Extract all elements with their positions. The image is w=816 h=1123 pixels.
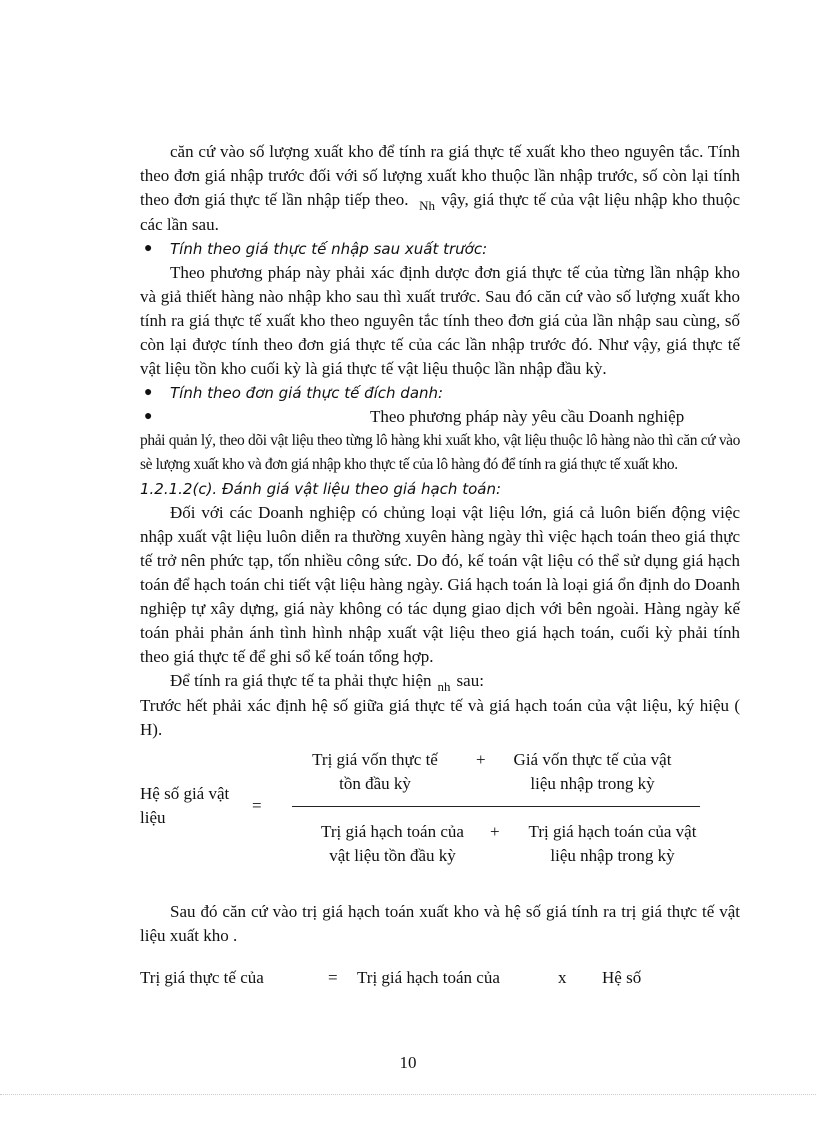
equals-sign: = [252,796,262,815]
times-sign: x [558,968,567,987]
paragraph-6: Trước hết phải xác định hệ số giữa giá thực tế và giá hạch toán của vật liệu, ký hiệu ( H). [140,696,740,739]
document-page [140,140,740,990]
fraction-bar [292,806,700,807]
formula2-right: Hệ số [602,968,642,987]
denominator-right: Trị giá hạch toán của vật liệu nhập trong kỳ [528,822,697,865]
plus-sign: + [476,750,486,769]
paragraph-4: Đối với các Doanh nghiệp có chủng loại vật liệu lớn, giá cả luôn biến động việc nhập xuất vật liệu luôn diễn ra thường xuyên hàng ngày thì việc hạch toán theo giá thực tế trở nên phức tạp, tốn nhiều công sức. Do đó, kế toán vật liệu có thể sử dụng giá hạch toán để hạch toán chi tiết vật liệu hàng ngày. Giá hạch toán là loại giá ổn định do Doanh nghiệp tự xây dựng, giá này không có tác dụng giao dịch với bên ngoài. Hàng ngày kế toán phải phản ánh tình hình nhập xuất vật liệu theo giá hạch toán, cuối kỳ phải tính theo giá thực tế để ghi sổ kế toán tổng hợp. [140,503,740,666]
formula2-middle: Trị giá hạch toán của [357,968,500,987]
paragraph-1: căn cứ vào số lượng xuất kho để tính ra giá thực tế xuất kho theo nguyên tắc. Tính theo đơn giá nhập trước đối với số lượng xuất kho thuộc lần nhập trước, số còn lại tính theo đơn giá thực tế lần nhập tiếp theo. $_{Nh}$ vậy, giá thực tế của vật liệu nhập kho thuộc các lần sau. [140,142,740,234]
bullet-icon: ● [144,409,153,424]
formula-label: Hệ số giá vật liệu [140,784,230,827]
page-number: 10 [399,1053,417,1072]
formula2-left: Trị giá thực tế của [140,968,264,987]
numerator-right: Giá vốn thực tế của vật liệu nhập trong kỳ [513,750,672,793]
numerator-left: Trị giá vốn thực tế tồn đầu kỳ [312,750,438,793]
bullet-item-3: ● Theo phương pháp này yêu cầu Doanh nghiệp [140,405,740,429]
formula-coefficient [140,748,740,868]
bullet-item-1 [140,237,740,261]
paragraph-7: Sau đó căn cứ vào trị giá hạch toán xuất kho và hệ số giá tính ra trị giá thực tế vật liệu xuất kho . [140,902,740,945]
bullet-icon: ● [144,241,153,256]
bullet-icon: ● [144,385,153,400]
paragraph-3: phải quản lý, theo dõi vật liệu theo từng lô hàng khi xuất kho, vật liệu thuộc lô hàng nào thì căn cứ vào sè lượng xuất kho và đơn giá nhập kho thực tế của lô hàng đó để tính ra giá thực tế xuất kho. [140,432,740,473]
page-divider [0,1094,816,1095]
section-heading: 1.2.1.2(c). Đánh giá vật liệu theo giá hạch toán: [140,480,502,498]
denominator-left: Trị giá hạch toán của vật liệu tồn đầu kỳ [321,822,464,865]
plus-sign: + [490,822,500,841]
bullet-heading: Tính theo đơn giá thực tế đích danh: [170,384,444,402]
bullet-heading: Tính theo giá thực tế nhập sau xuất trước: [170,240,488,258]
formula-actual-value [140,966,740,990]
paragraph-5: Để tính ra giá thực tế ta phải thực hiện $_{nh}$ sau: [170,671,484,694]
equals-sign: = [328,968,338,987]
paragraph-2: Theo phương pháp này phải xác định dược đơn giá thực tế của từng lần nhập kho và giả thiết hàng nào nhập kho sau thì xuất trước. Sau đó căn cứ vào số lượng xuất kho tính ra giá thực tế xuất kho theo nguyên tắc tính theo đơn giá của lần nhập sau cùng, số còn lại được tính theo đơn giá thực tế của các lần nhập trước đó. Như vậy, giá thực tế vật liệu tồn kho cuối kỳ là giá thực tế vật liệu thuộc lần nhập đầu kỳ. [140,263,740,378]
bullet-item-2 [140,381,740,405]
